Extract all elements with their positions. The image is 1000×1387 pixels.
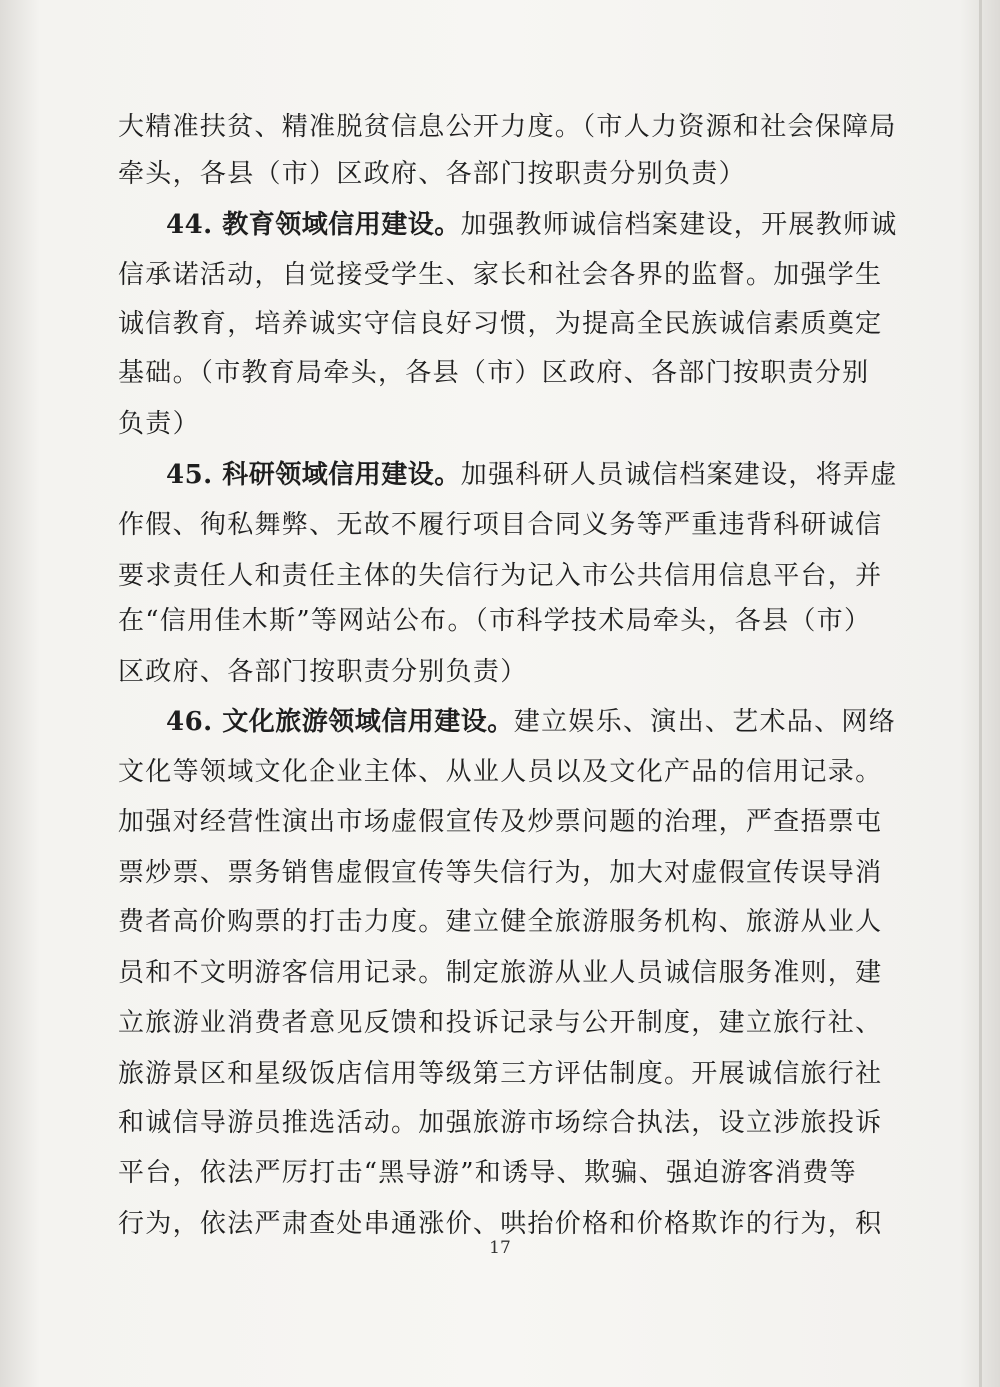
text-line: 票炒票、票务销售虚假宣传等失信行为，加大对虚假宣传误导消	[118, 858, 883, 888]
text-line: 员和不文明游客信用记录。制定旅游从业人员诚信服务准则，建	[118, 958, 883, 988]
text-line: 诚信教育，培养诚实守信良好习惯，为提高全民族诚信素质奠定	[118, 309, 883, 339]
text-line: 旅游景区和星级饭店信用等级第三方评估制度。开展诚信旅行社	[118, 1059, 883, 1089]
text-line: 文化等领域文化企业主体、从业人员以及文化产品的信用记录。	[118, 757, 883, 787]
item-46-first-line	[166, 707, 896, 737]
item-44-text: 加强教师诚信档案建设，开展教师诚	[460, 210, 898, 240]
text-line: 基础。（市教育局牵头，各县（市）区政府、各部门按职责分别	[118, 358, 870, 388]
text-line: 费者高价购票的打击力度。建立健全旅游服务机构、旅游从业人	[118, 907, 883, 937]
item-44-first-line	[166, 210, 898, 240]
text-line: 负责）	[118, 409, 200, 439]
text-line: 作假、徇私舞弊、无故不履行项目合同义务等严重违背科研诚信	[118, 510, 883, 540]
text-line: 要求责任人和责任主体的失信行为记入市公共信用信息平台，并	[118, 561, 883, 591]
item-45-first-line	[166, 460, 898, 490]
text-line: 立旅游业消费者意见反馈和投诉记录与公开制度，建立旅行社、	[118, 1008, 883, 1038]
text-line: 在“信用佳木斯”等网站公布。（市科学技术局牵头，各县（市）	[118, 606, 872, 636]
text-line: 牵头，各县（市）区政府、各部门按职责分别负责）	[118, 159, 746, 189]
item-46-heading: 46. 文化旅游领域信用建设。	[166, 707, 514, 737]
item-45-text: 加强科研人员诚信档案建设，将弄虚	[460, 460, 898, 490]
page-edge-shadow	[979, 0, 982, 1387]
text-line: 区政府、各部门按职责分别负责）	[118, 657, 528, 687]
text-line: 大精准扶贫、精准脱贫信息公开力度。（市人力资源和社会保障局	[118, 112, 897, 142]
item-46-text: 建立娱乐、演出、艺术品、网络	[513, 707, 896, 737]
item-44-heading: 44. 教育领域信用建设。	[166, 210, 461, 240]
text-line: 平台，依法严厉打击“黑导游”和诱导、欺骗、强迫游客消费等	[118, 1158, 857, 1188]
text-line: 信承诺活动，自觉接受学生、家长和社会各界的监督。加强学生	[118, 260, 883, 290]
page-number: 17	[489, 1238, 511, 1258]
item-45-heading: 45. 科研领域信用建设。	[166, 460, 461, 490]
text-line: 和诚信导游员推选活动。加强旅游市场综合执法，设立涉旅投诉	[118, 1108, 883, 1138]
text-line: 行为，依法严肃查处串通涨价、哄抬价格和价格欺诈的行为，积	[118, 1209, 883, 1239]
text-line: 加强对经营性演出市场虚假宣传及炒票问题的治理，严查捂票屯	[118, 807, 883, 837]
